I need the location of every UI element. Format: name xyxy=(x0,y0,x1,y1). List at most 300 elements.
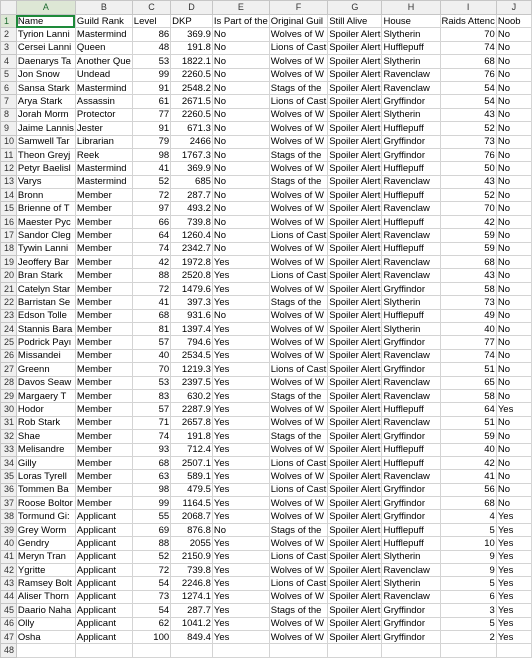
cell[interactable]: Spoiler Alert xyxy=(329,310,381,322)
cell[interactable]: Slytherin xyxy=(382,28,440,41)
cell[interactable]: No xyxy=(212,162,269,175)
cell[interactable]: 2671.5 xyxy=(171,95,213,108)
cell[interactable]: Wolves of W xyxy=(269,202,327,215)
cell[interactable]: Stags of the xyxy=(269,148,327,161)
cell[interactable]: Spoiler Alert xyxy=(329,229,381,241)
row-header[interactable]: 10 xyxy=(1,135,17,148)
cell[interactable]: No xyxy=(496,282,531,295)
cell[interactable]: Yes xyxy=(212,470,269,483)
cell[interactable]: 59 xyxy=(440,229,496,242)
column-header[interactable]: H xyxy=(382,1,440,15)
cell[interactable]: 52 xyxy=(132,175,170,188)
cell[interactable]: 2246.8 xyxy=(171,577,213,590)
row-header[interactable]: 1 xyxy=(1,15,17,28)
cell[interactable]: Gryffindor xyxy=(382,336,440,349)
cell[interactable]: 5 xyxy=(440,523,496,536)
cell[interactable]: No xyxy=(496,175,531,188)
cell[interactable]: No xyxy=(212,122,269,135)
row-header[interactable]: 3 xyxy=(1,41,17,54)
cell[interactable]: Member xyxy=(75,430,132,443)
cell[interactable]: Daenarys Ta xyxy=(16,55,75,68)
cell[interactable]: Hufflepuff xyxy=(382,523,440,536)
cell[interactable]: Mastermind xyxy=(75,175,132,188)
cell[interactable]: 2466 xyxy=(171,135,213,148)
cell[interactable]: 52 xyxy=(440,189,496,202)
cell[interactable]: Yes xyxy=(212,617,269,630)
cell[interactable]: 43 xyxy=(440,175,496,188)
cell[interactable]: Spoiler Alert xyxy=(329,444,381,456)
cell[interactable]: Ravenclaw xyxy=(382,256,440,269)
cell[interactable]: No xyxy=(496,363,531,376)
cell[interactable] xyxy=(16,644,75,657)
cell[interactable]: 79 xyxy=(132,135,170,148)
cell[interactable]: Spoiler Alert xyxy=(329,618,381,630)
cell[interactable]: 68 xyxy=(132,456,170,469)
cell[interactable] xyxy=(132,644,170,657)
cell[interactable]: 99 xyxy=(132,497,170,510)
cell[interactable]: Spoiler Alert xyxy=(329,631,381,643)
cell[interactable]: Spoiler Alert xyxy=(329,109,381,121)
cell[interactable]: Librarian xyxy=(75,135,132,148)
cell[interactable]: 876.8 xyxy=(171,523,213,536)
cell[interactable]: 191.8 xyxy=(171,41,213,54)
cell[interactable]: No xyxy=(496,215,531,228)
cell[interactable]: Member xyxy=(75,282,132,295)
cell[interactable]: 1479.6 xyxy=(171,282,213,295)
cell[interactable]: Slytherin xyxy=(382,55,440,68)
cell[interactable]: Catelyn Star xyxy=(16,282,75,295)
cell[interactable]: 4 xyxy=(440,510,496,523)
cell[interactable]: Wolves of W xyxy=(269,470,327,483)
cell[interactable]: Podrick Payı xyxy=(16,336,75,349)
cell[interactable]: 1397.4 xyxy=(171,322,213,335)
cell[interactable]: Tommen Ba xyxy=(16,483,75,496)
cell[interactable]: Hufflepuff xyxy=(382,122,440,135)
cell[interactable]: Wolves of W xyxy=(269,162,327,175)
cell[interactable]: No xyxy=(212,148,269,161)
cell[interactable]: Wolves of W xyxy=(269,28,327,41)
cell[interactable]: No xyxy=(496,108,531,121)
cell[interactable]: 739.8 xyxy=(171,215,213,228)
cell[interactable]: 73 xyxy=(132,590,170,603)
cell[interactable]: Yes xyxy=(212,577,269,590)
cell[interactable]: Another Que xyxy=(76,55,131,67)
cell[interactable]: Petyr Baelisl xyxy=(16,162,75,175)
cell[interactable]: No xyxy=(496,68,531,81)
cell[interactable]: 2 xyxy=(440,630,496,643)
cell[interactable]: Spoiler Alert xyxy=(329,511,381,523)
cell[interactable]: Lions of Cast xyxy=(270,96,327,108)
cell[interactable]: Lions of Cast xyxy=(270,484,327,496)
cell[interactable]: Applicant xyxy=(75,604,132,617)
cell[interactable]: 74 xyxy=(132,242,170,255)
cell[interactable]: No xyxy=(496,122,531,135)
cell[interactable]: Spoiler Alert xyxy=(329,136,381,148)
cell[interactable]: 70 xyxy=(132,363,170,376)
cell[interactable]: No xyxy=(212,229,269,242)
cell[interactable]: No xyxy=(212,68,269,81)
cell[interactable]: 70 xyxy=(440,202,496,215)
cell[interactable]: 2657.8 xyxy=(171,416,213,429)
cell[interactable]: No xyxy=(212,95,269,108)
cell[interactable]: Spoiler Alert xyxy=(329,256,381,268)
cell[interactable]: Spoiler Alert xyxy=(329,42,381,54)
cell[interactable]: Yes xyxy=(212,322,269,335)
cell[interactable]: 2260.5 xyxy=(171,68,213,81)
cell[interactable]: 51 xyxy=(440,363,496,376)
cell[interactable]: No xyxy=(212,175,269,188)
cell[interactable]: 40 xyxy=(132,349,170,362)
row-header[interactable]: 22 xyxy=(1,296,17,309)
cell[interactable]: Ravenclaw xyxy=(382,470,440,483)
cell[interactable]: Applicant xyxy=(75,523,132,536)
cell[interactable]: Spoiler Alert xyxy=(329,55,381,67)
row-header[interactable]: 14 xyxy=(1,189,17,202)
cell[interactable]: No xyxy=(496,189,531,202)
cell[interactable]: Tyrion Lanni xyxy=(16,28,75,41)
cell[interactable]: Slytherin xyxy=(382,296,440,309)
cell[interactable]: 72 xyxy=(132,189,170,202)
cell[interactable]: 59 xyxy=(440,430,496,443)
cell[interactable]: No xyxy=(496,296,531,309)
cell[interactable]: Brienne of T xyxy=(16,202,75,215)
cell[interactable]: 287.7 xyxy=(171,189,213,202)
cell[interactable]: Queen xyxy=(75,41,132,54)
cell[interactable]: 739.8 xyxy=(171,564,213,577)
cell[interactable]: Ygritte xyxy=(16,564,75,577)
cell[interactable]: Spoiler Alert xyxy=(329,484,381,496)
cell[interactable]: Ravenclaw xyxy=(382,416,440,429)
cell[interactable]: Wolves of W xyxy=(269,122,327,135)
cell[interactable]: 369.9 xyxy=(171,162,213,175)
active-cell[interactable]: Name xyxy=(16,15,75,28)
cell[interactable]: 76 xyxy=(440,68,496,81)
cell[interactable]: 41 xyxy=(440,470,496,483)
cell[interactable]: Spoiler Alert xyxy=(329,537,381,549)
cell[interactable]: 51 xyxy=(440,416,496,429)
cell[interactable]: Jester xyxy=(75,122,132,135)
cell[interactable]: Jaime Lannis xyxy=(17,122,74,134)
cell[interactable]: Wolves of W xyxy=(269,497,327,510)
row-header[interactable]: 11 xyxy=(1,148,17,161)
cell[interactable]: Hufflepuff xyxy=(382,537,440,550)
cell[interactable]: Still Alive xyxy=(328,15,382,28)
cell[interactable]: 64 xyxy=(440,403,496,416)
cell[interactable]: 1274.1 xyxy=(171,590,213,603)
cell[interactable]: Spoiler Alert xyxy=(329,283,381,295)
cell[interactable] xyxy=(382,644,440,657)
cell[interactable]: Ravenclaw xyxy=(382,269,440,282)
cell[interactable]: Ravenclaw xyxy=(382,81,440,94)
row-header[interactable]: 26 xyxy=(1,349,17,362)
cell[interactable]: Wolves of W xyxy=(269,189,327,202)
cell[interactable]: Yes xyxy=(496,510,531,523)
cell[interactable] xyxy=(171,644,213,657)
cell[interactable]: Stags of the xyxy=(269,175,327,188)
cell[interactable]: Stags of the xyxy=(269,523,327,536)
cell[interactable]: 54 xyxy=(440,81,496,94)
cell[interactable]: Wolves of W xyxy=(269,443,327,456)
cell[interactable]: 2397.5 xyxy=(171,376,213,389)
cell[interactable]: Gryffindor xyxy=(382,282,440,295)
cell[interactable]: Gryffindor xyxy=(382,630,440,643)
cell[interactable]: Spoiler Alert xyxy=(329,390,381,402)
cell[interactable]: Jon Snow xyxy=(16,68,75,81)
cell[interactable]: 479.5 xyxy=(171,483,213,496)
cell[interactable]: Slytherin xyxy=(382,550,440,563)
cell[interactable]: Varys xyxy=(16,175,75,188)
cell[interactable]: 52 xyxy=(132,550,170,563)
row-header[interactable]: 7 xyxy=(1,95,17,108)
cell[interactable]: 68 xyxy=(440,55,496,68)
cell[interactable]: 1260.4 xyxy=(171,229,213,242)
cell[interactable]: 59 xyxy=(440,242,496,255)
row-header[interactable]: 28 xyxy=(1,376,17,389)
cell[interactable]: Jeoffery Bar xyxy=(16,256,75,269)
row-header[interactable]: 45 xyxy=(1,604,17,617)
cell[interactable]: 86 xyxy=(132,28,170,41)
cell[interactable]: Member xyxy=(75,349,132,362)
cell[interactable]: 42 xyxy=(440,456,496,469)
cell[interactable]: Spoiler Alert xyxy=(329,203,381,215)
cell[interactable]: Lions of Cast xyxy=(270,42,327,54)
cell[interactable]: 43 xyxy=(440,269,496,282)
cell[interactable]: Daario Naha xyxy=(16,604,75,617)
cell[interactable]: 68 xyxy=(440,497,496,510)
cell[interactable]: Wolves of W xyxy=(269,617,327,630)
cell[interactable]: Spoiler Alert xyxy=(329,524,381,536)
cell[interactable]: 2520.8 xyxy=(171,269,213,282)
cell[interactable]: Shae xyxy=(16,430,75,443)
cell[interactable]: Yes xyxy=(212,510,269,523)
cell[interactable]: 712.4 xyxy=(171,443,213,456)
cell[interactable]: Stannis Bara xyxy=(16,322,75,335)
cell[interactable]: 1164.5 xyxy=(171,497,213,510)
cell[interactable]: 589.1 xyxy=(171,470,213,483)
cell[interactable]: No xyxy=(496,95,531,108)
cell[interactable]: Barristan Se xyxy=(16,296,75,309)
cell[interactable]: No xyxy=(212,523,269,536)
cell[interactable]: Yes xyxy=(212,483,269,496)
cell[interactable]: Wolves of W xyxy=(269,322,327,335)
cell[interactable]: 68 xyxy=(132,309,170,322)
cell[interactable]: No xyxy=(496,416,531,429)
row-header[interactable]: 16 xyxy=(1,215,17,228)
cell[interactable]: 68 xyxy=(440,256,496,269)
cell[interactable]: 54 xyxy=(132,604,170,617)
cell[interactable]: Assassin xyxy=(75,95,132,108)
cell[interactable]: Spoiler Alert xyxy=(329,604,381,616)
cell[interactable]: Spoiler Alert xyxy=(329,457,381,469)
cell[interactable]: Wolves of W xyxy=(269,349,327,362)
cell[interactable]: Aliser Thorn xyxy=(16,590,75,603)
cell[interactable]: No xyxy=(496,430,531,443)
cell[interactable]: Yes xyxy=(496,523,531,536)
cell[interactable]: Ramsey Bolt xyxy=(16,577,75,590)
cell[interactable]: Applicant xyxy=(75,537,132,550)
cell[interactable]: Olly xyxy=(16,617,75,630)
cell[interactable]: 71 xyxy=(132,416,170,429)
cell[interactable]: Spoiler Alert xyxy=(329,243,381,255)
cell[interactable]: Level xyxy=(132,15,170,28)
cell[interactable]: 97 xyxy=(132,202,170,215)
cell[interactable]: Gryffindor xyxy=(382,604,440,617)
cell[interactable]: Spoiler Alert xyxy=(329,578,381,590)
cell[interactable]: Gryffindor xyxy=(382,497,440,510)
cell[interactable]: Wolves of W xyxy=(269,376,327,389)
cell[interactable]: 5 xyxy=(440,577,496,590)
cell[interactable]: Wolves of W xyxy=(269,256,327,269)
row-header[interactable]: 12 xyxy=(1,162,17,175)
cell[interactable]: 287.7 xyxy=(171,604,213,617)
cell[interactable] xyxy=(75,644,132,657)
cell[interactable]: Protector xyxy=(75,108,132,121)
cell[interactable]: 83 xyxy=(132,389,170,402)
cell[interactable]: 630.2 xyxy=(171,389,213,402)
cell[interactable]: 40 xyxy=(440,322,496,335)
cell[interactable]: Mastermind xyxy=(75,28,132,41)
row-header[interactable]: 18 xyxy=(1,242,17,255)
cell[interactable]: Hufflepuff xyxy=(382,215,440,228)
cell[interactable]: No xyxy=(496,349,531,362)
cell[interactable]: Spoiler Alert xyxy=(329,96,381,108)
cell[interactable]: Ravenclaw xyxy=(382,376,440,389)
cell[interactable]: Applicant xyxy=(75,564,132,577)
cell[interactable]: No xyxy=(496,389,531,402)
row-header[interactable]: 34 xyxy=(1,456,17,469)
cell[interactable]: Spoiler Alert xyxy=(329,591,381,603)
row-header[interactable]: 6 xyxy=(1,81,17,94)
cell[interactable]: 54 xyxy=(132,577,170,590)
cell[interactable]: 10 xyxy=(440,537,496,550)
row-header[interactable]: 8 xyxy=(1,108,17,121)
cell[interactable]: No xyxy=(212,309,269,322)
cell[interactable]: Stags of the xyxy=(269,81,327,94)
cell[interactable]: Sansa Stark xyxy=(16,81,75,94)
cell[interactable]: 88 xyxy=(132,537,170,550)
cell[interactable]: Ravenclaw xyxy=(382,175,440,188)
cell[interactable]: Spoiler Alert xyxy=(329,497,381,509)
cell[interactable]: 99 xyxy=(132,68,170,81)
cell[interactable]: 61 xyxy=(132,95,170,108)
cell[interactable]: 369.9 xyxy=(171,28,213,41)
cell[interactable]: Yes xyxy=(212,590,269,603)
cell[interactable]: Spoiler Alert xyxy=(329,189,381,201)
cell[interactable]: No xyxy=(496,135,531,148)
cell[interactable]: Yes xyxy=(212,256,269,269)
cell[interactable]: Yes xyxy=(212,363,269,376)
cell[interactable]: Sandor Cleg xyxy=(16,229,75,242)
cell[interactable]: Greenn xyxy=(16,363,75,376)
cell[interactable]: Wolves of W xyxy=(269,336,327,349)
cell[interactable]: No xyxy=(212,215,269,228)
cell[interactable]: Member xyxy=(75,389,132,402)
cell[interactable]: Osha xyxy=(16,630,75,643)
cell[interactable]: Lions of Cast xyxy=(270,363,327,375)
cell[interactable]: Spoiler Alert xyxy=(329,430,381,442)
cell[interactable]: Wolves of W xyxy=(269,564,327,577)
cell[interactable]: Member xyxy=(75,256,132,269)
cell[interactable]: 53 xyxy=(132,376,170,389)
cell[interactable]: Noob xyxy=(496,15,531,28)
cell[interactable]: Spoiler Alert xyxy=(329,29,381,41)
row-header[interactable]: 21 xyxy=(1,282,17,295)
cell[interactable]: Spoiler Alert xyxy=(329,363,381,375)
cell[interactable]: Yes xyxy=(212,564,269,577)
cell[interactable]: Hufflepuff xyxy=(382,403,440,416)
row-header[interactable]: 33 xyxy=(1,443,17,456)
cell[interactable]: Missandei xyxy=(16,349,75,362)
row-header[interactable]: 31 xyxy=(1,416,17,429)
cell[interactable]: Yes xyxy=(496,590,531,603)
cell[interactable]: No xyxy=(212,135,269,148)
cell[interactable]: Wolves of W xyxy=(269,416,327,429)
cell[interactable]: Yes xyxy=(496,537,531,550)
cell[interactable] xyxy=(496,644,531,657)
cell[interactable]: Melisandre xyxy=(16,443,75,456)
cell[interactable]: 2342.7 xyxy=(171,242,213,255)
cell[interactable]: Yes xyxy=(496,630,531,643)
cell[interactable]: Spoiler Alert xyxy=(329,270,381,282)
cell[interactable]: 397.3 xyxy=(171,296,213,309)
cell[interactable]: 42 xyxy=(440,215,496,228)
cell[interactable]: Raids Attenc xyxy=(441,15,495,27)
row-header[interactable]: 41 xyxy=(1,550,17,563)
column-header[interactable]: C xyxy=(132,1,170,15)
cell[interactable]: 1219.3 xyxy=(171,363,213,376)
cell[interactable]: Hufflepuff xyxy=(382,41,440,54)
cell[interactable]: Ravenclaw xyxy=(382,68,440,81)
column-header[interactable]: G xyxy=(328,1,382,15)
cell[interactable]: Maester Pyc xyxy=(16,215,75,228)
row-header[interactable]: 42 xyxy=(1,564,17,577)
cell[interactable]: 88 xyxy=(132,269,170,282)
cell[interactable]: 6 xyxy=(440,590,496,603)
cell[interactable]: Member xyxy=(75,456,132,469)
cell[interactable]: No xyxy=(496,41,531,54)
cell[interactable]: 2548.2 xyxy=(171,81,213,94)
cell[interactable]: No xyxy=(212,202,269,215)
cell[interactable]: Lions of Cast xyxy=(270,270,327,282)
cell[interactable]: Member xyxy=(75,189,132,202)
cell[interactable]: Guild Rank xyxy=(75,15,132,28)
cell[interactable]: Yes xyxy=(212,550,269,563)
cell[interactable]: Margaery T xyxy=(16,389,75,402)
cell[interactable]: 42 xyxy=(132,256,170,269)
cell[interactable]: No xyxy=(212,81,269,94)
cell[interactable]: No xyxy=(496,229,531,242)
cell[interactable]: 65 xyxy=(440,376,496,389)
cell[interactable]: No xyxy=(496,269,531,282)
row-header[interactable]: 44 xyxy=(1,590,17,603)
cell[interactable]: Hufflepuff xyxy=(382,309,440,322)
cell[interactable]: 1972.8 xyxy=(171,256,213,269)
cell[interactable]: Yes xyxy=(212,269,269,282)
cell[interactable]: Gendry xyxy=(16,537,75,550)
cell[interactable]: 43 xyxy=(440,108,496,121)
cell[interactable]: 2507.1 xyxy=(171,456,213,469)
cell[interactable]: Yes xyxy=(212,604,269,617)
cell[interactable]: 52 xyxy=(440,122,496,135)
cell[interactable]: 74 xyxy=(132,430,170,443)
cell[interactable]: 671.3 xyxy=(171,122,213,135)
cell[interactable]: Bran Stark xyxy=(16,269,75,282)
cell[interactable]: No xyxy=(496,336,531,349)
cell[interactable]: 493.2 xyxy=(171,202,213,215)
cell[interactable]: No xyxy=(496,81,531,94)
cell[interactable]: 9 xyxy=(440,550,496,563)
cell[interactable]: Applicant xyxy=(75,550,132,563)
